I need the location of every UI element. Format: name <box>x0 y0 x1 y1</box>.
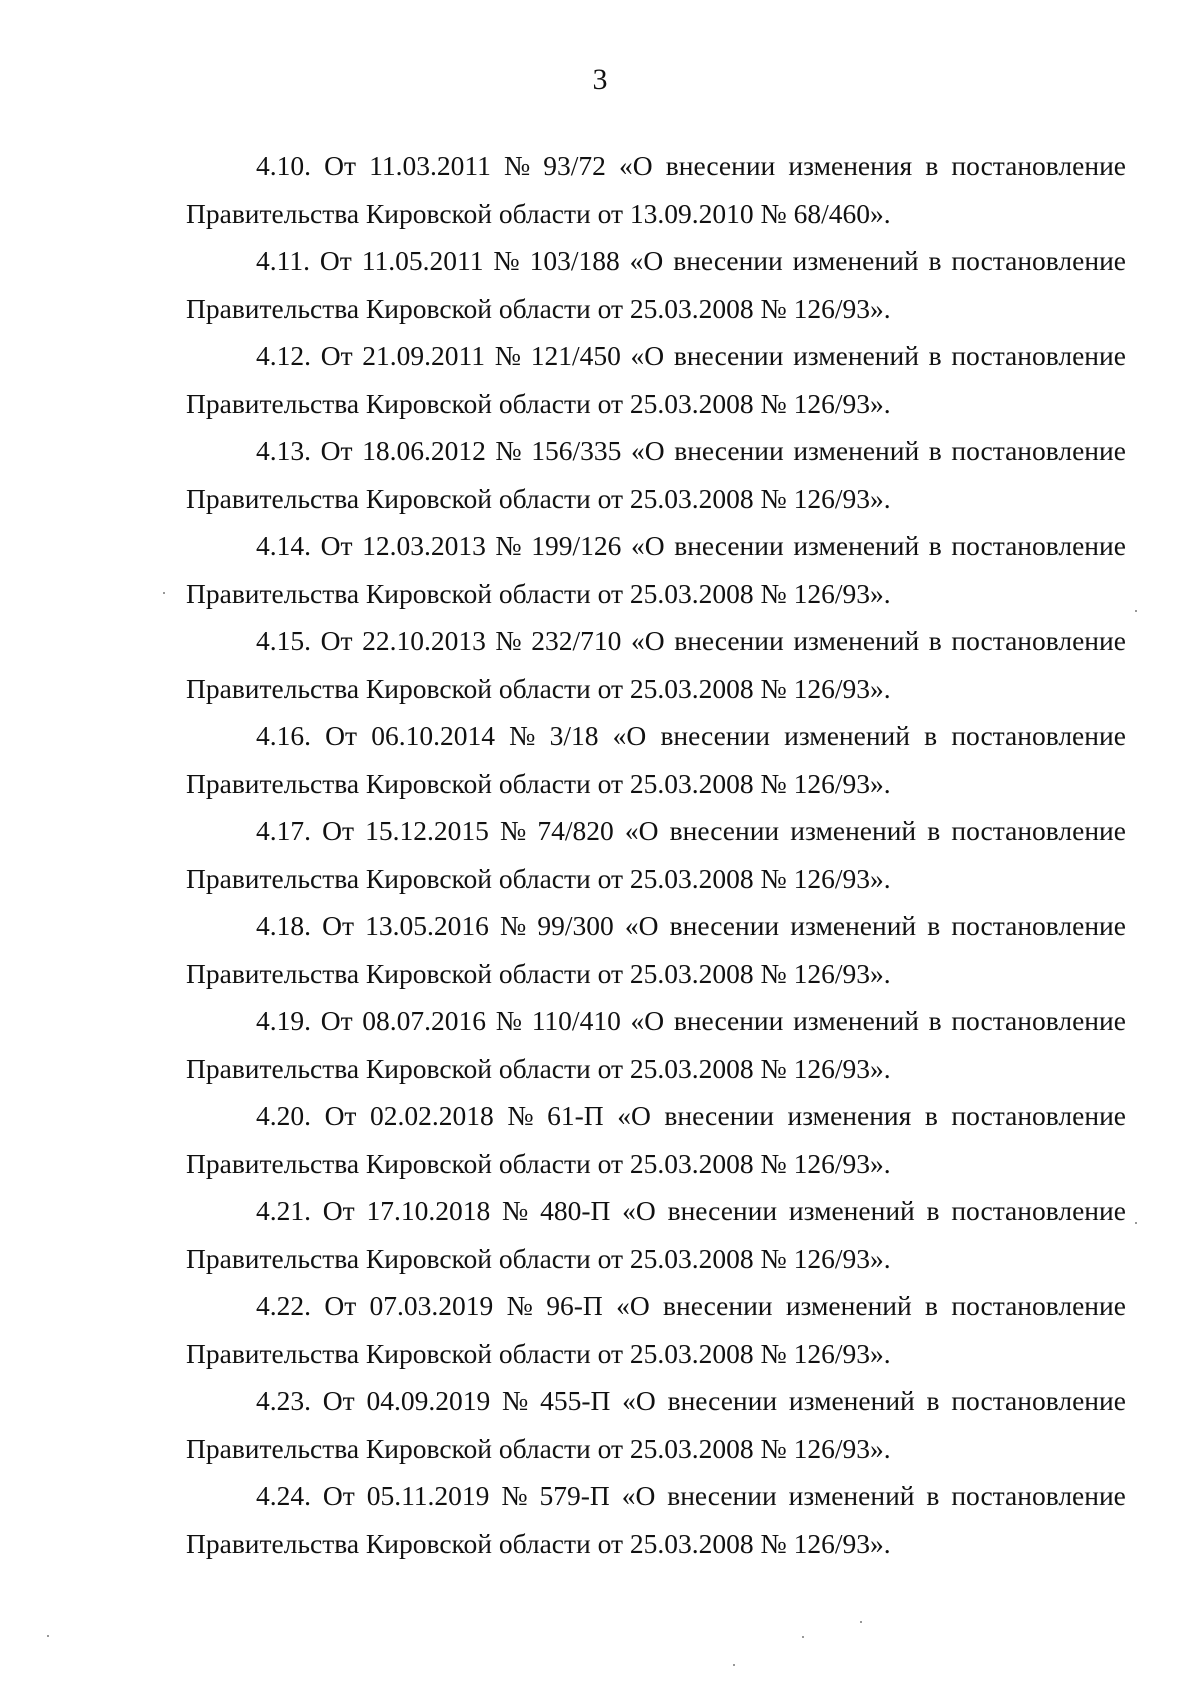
scan-speck <box>1135 1222 1137 1224</box>
scan-speck <box>733 1664 735 1666</box>
list-item <box>186 712 1126 807</box>
entry-line-2: Правительства Кировской области от 13.09.2010 № 68/460». <box>186 197 891 229</box>
entry-line-1: 4.22. От 07.03.2019 № 96-П «О внесении изменений в постановление <box>256 1290 1126 1321</box>
entry-line-1: 4.23. От 04.09.2019 № 455-П «О внесении изменений в постановление <box>256 1385 1126 1416</box>
entry-line-1: 4.13. От 18.06.2012 № 156/335 «О внесении изменений в постановление <box>256 435 1126 466</box>
entry-line-1: 4.15. От 22.10.2013 № 232/710 «О внесении изменений в постановление <box>256 625 1126 656</box>
entry-line-1: 4.14. От 12.03.2013 № 199/126 «О внесении изменений в постановление <box>256 530 1126 561</box>
list-item <box>186 997 1126 1092</box>
scan-speck <box>163 592 165 594</box>
entry-line-1: 4.18. От 13.05.2016 № 99/300 «О внесении изменений в постановление <box>256 910 1126 941</box>
entry-line-1: 4.11. От 11.05.2011 № 103/188 «О внесении изменений в постановление <box>256 245 1126 276</box>
entry-line-2: Правительства Кировской области от 25.03.2008 № 126/93». <box>186 672 891 704</box>
list-item <box>186 427 1126 522</box>
list-item <box>186 332 1126 427</box>
list-item <box>186 807 1126 902</box>
entry-line-2: Правительства Кировской области от 25.03.2008 № 126/93». <box>186 387 891 419</box>
entry-line-1: 4.10. От 11.03.2011 № 93/72 «О внесении изменения в постановление <box>256 150 1126 181</box>
entry-line-2: Правительства Кировской области от 25.03.2008 № 126/93». <box>186 1242 891 1274</box>
entry-line-1: 4.17. От 15.12.2015 № 74/820 «О внесении изменений в постановление <box>256 815 1126 846</box>
list-item <box>186 1092 1126 1187</box>
entry-line-1: 4.24. От 05.11.2019 № 579-П «О внесении изменений в постановление <box>256 1480 1126 1511</box>
scan-speck <box>802 1636 804 1638</box>
page-number: 3 <box>592 63 608 96</box>
entry-list <box>186 142 1126 1567</box>
entry-line-2: Правительства Кировской области от 25.03.2008 № 126/93». <box>186 292 891 324</box>
scan-speck <box>1135 610 1137 612</box>
entry-line-2: Правительства Кировской области от 25.03.2008 № 126/93». <box>186 1337 891 1369</box>
list-item <box>186 142 1126 237</box>
entry-line-1: 4.16. От 06.10.2014 № 3/18 «О внесении изменений в постановление <box>256 720 1126 751</box>
list-item <box>186 1377 1126 1472</box>
scan-speck <box>860 1621 862 1623</box>
list-item <box>186 522 1126 617</box>
entry-line-2: Правительства Кировской области от 25.03.2008 № 126/93». <box>186 1147 891 1179</box>
scan-speck <box>47 1635 49 1637</box>
entry-line-2: Правительства Кировской области от 25.03.2008 № 126/93». <box>186 862 891 894</box>
entry-line-2: Правительства Кировской области от 25.03.2008 № 126/93». <box>186 957 891 989</box>
entry-line-2: Правительства Кировской области от 25.03.2008 № 126/93». <box>186 1052 891 1084</box>
entry-line-2: Правительства Кировской области от 25.03.2008 № 126/93». <box>186 1527 891 1559</box>
entry-line-1: 4.19. От 08.07.2016 № 110/410 «О внесении изменений в постановление <box>256 1005 1126 1036</box>
entry-line-2: Правительства Кировской области от 25.03.2008 № 126/93». <box>186 1432 891 1464</box>
list-item <box>186 1187 1126 1282</box>
entry-line-2: Правительства Кировской области от 25.03.2008 № 126/93». <box>186 767 891 799</box>
list-item <box>186 902 1126 997</box>
entry-line-2: Правительства Кировской области от 25.03.2008 № 126/93». <box>186 482 891 514</box>
list-item <box>186 1282 1126 1377</box>
list-item <box>186 617 1126 712</box>
list-item <box>186 1472 1126 1567</box>
entry-line-1: 4.12. От 21.09.2011 № 121/450 «О внесении изменений в постановление <box>256 340 1126 371</box>
entry-line-1: 4.21. От 17.10.2018 № 480-П «О внесении изменений в постановление <box>256 1195 1126 1226</box>
entry-line-1: 4.20. От 02.02.2018 № 61-П «О внесении изменения в постановление <box>256 1100 1126 1131</box>
list-item <box>186 237 1126 332</box>
entry-line-2: Правительства Кировской области от 25.03.2008 № 126/93». <box>186 577 891 609</box>
